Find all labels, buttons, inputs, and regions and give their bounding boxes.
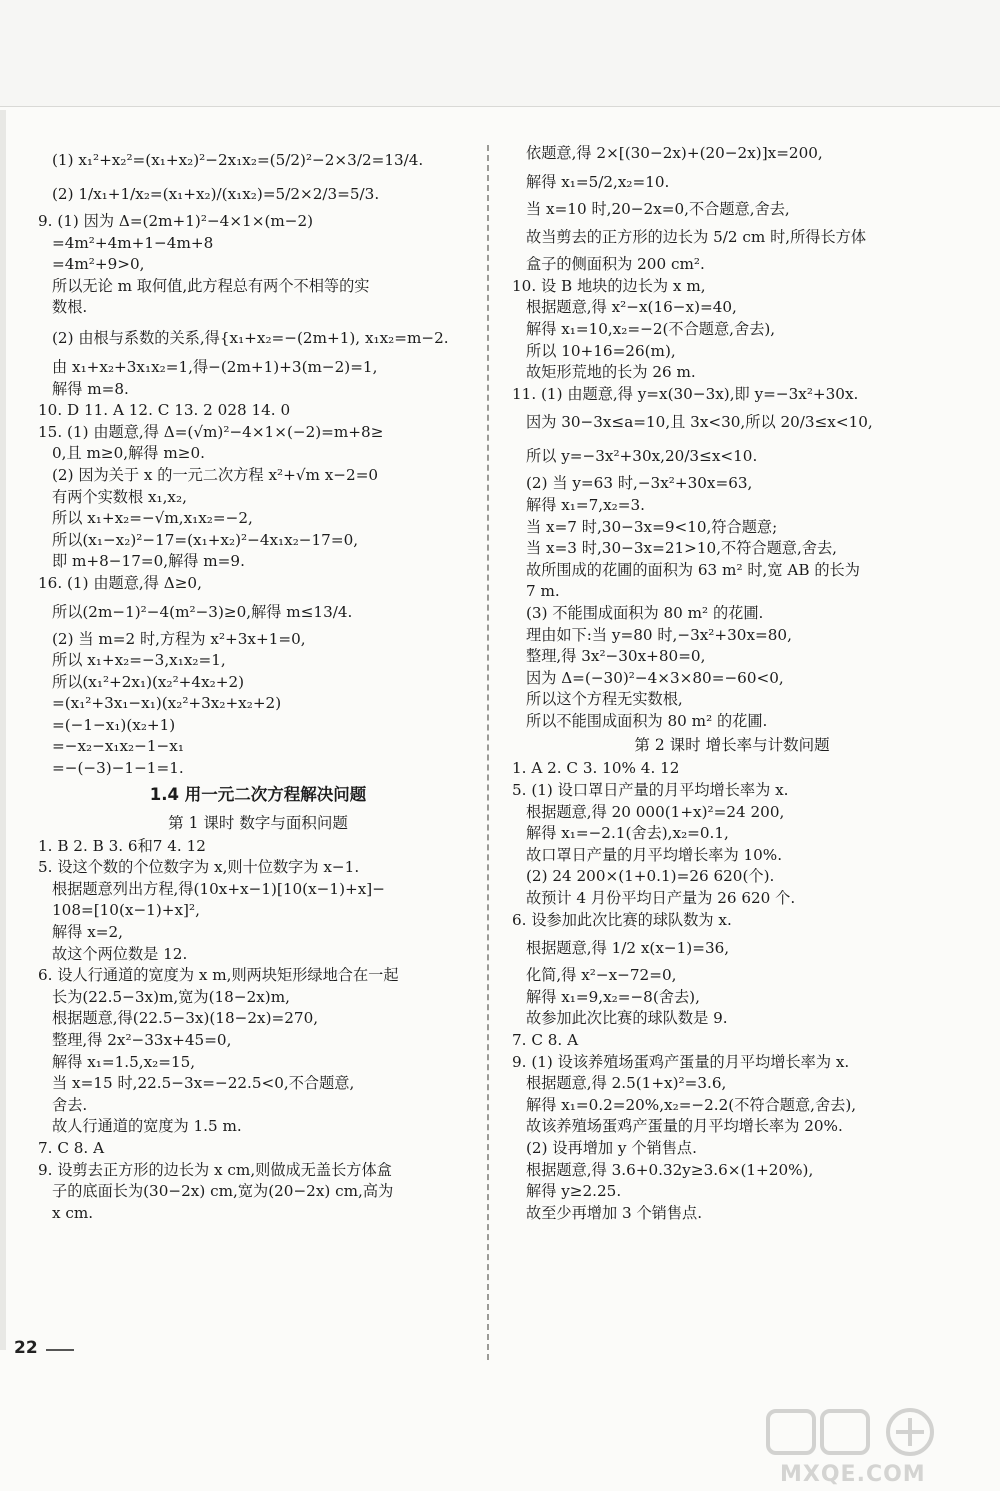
right-column-line: 第 2 课时 增长率与计数问题 [634,736,830,755]
right-column-line: 盒子的侧面积为 200 cm². [526,255,705,274]
right-column-line: 故当剪去的正方形的边长为 5/2 cm 时,所得长方体 [526,228,867,247]
left-column-line: 108=[10(x−1)+x]², [52,901,200,920]
right-column-line: 故预计 4 月份平均日产量为 26 620 个. [526,889,796,908]
left-column-line: =−x₂−x₁x₂−1−x₁ [52,737,184,756]
right-column-line: 故所围成的花圃的面积为 63 m² 时,宽 AB 的长为 [526,560,860,579]
page-number-rule [46,1349,74,1351]
left-column-line: 解得 m=8. [52,379,129,398]
right-column-line: (3) 不能围成面积为 80 m² 的花圃. [526,603,764,622]
right-column-line: 故该养殖场蛋鸡产蛋量的月平均增长率为 20%. [526,1117,843,1136]
left-column-line: x cm. [52,1203,94,1222]
top-rule [0,106,1000,107]
right-column-line: 5. (1) 设口罩日产量的月平均增长率为 x. [512,781,789,800]
column-divider [487,145,489,1360]
left-column-line: 10. D 11. A 12. C 13. 2 028 14. 0 [38,401,291,420]
right-column-line: 所以这个方程无实数根, [526,690,683,709]
left-column-line: (2) 由根与系数的关系,得{x₁+x₂=−(2m+1), x₁x₂=m−2. [52,328,449,347]
left-column-line: 9. 设剪去正方形的边长为 x cm,则做成无盖长方体盒 [38,1160,392,1179]
left-column-line: 16. (1) 由题意,得 Δ≥0, [38,573,202,592]
right-column-line: 理由如下:当 y=80 时,−3x²+30x=80, [526,625,792,644]
left-column-line: 0,且 m≥0,解得 m≥0. [52,444,205,463]
right-column-line: 解得 x₁=0.2=20%,x₂=−2.2(不符合题意,舍去), [526,1095,857,1114]
left-column-line: =−(−3)−1−1=1. [52,759,184,778]
left-column-line: 数根. [52,298,88,317]
left-column-line: 当 x=15 时,22.5−3x=−22.5<0,不合题意, [52,1074,355,1093]
left-column-line: 1.4 用一元二次方程解决问题 [149,784,367,804]
right-column-line: 当 x=3 时,30−3x=21>10,不符合题意,舍去, [526,539,837,558]
right-column-line: 7. C 8. A [512,1031,579,1049]
left-column-line: =(x₁²+3x₁−x₁)(x₂²+3x₂+x₂+2) [52,694,282,713]
right-column-line: 根据题意,得 20 000(1+x)²=24 200, [526,802,785,821]
right-column-line: 所以 10+16=26(m), [526,341,676,360]
right-column-line: (2) 设再增加 y 个销售点. [526,1138,697,1157]
right-column-line: 根据题意,得 1/2 x(x−1)=36, [526,939,730,958]
left-column-line: =(−1−x₁)(x₂+1) [52,715,176,734]
right-column-line: 根据题意,得 3.6+0.32y≥3.6×(1+20%), [526,1160,814,1179]
left-column-line: 9. (1) 因为 Δ=(2m+1)²−4×1×(m−2) [38,212,314,230]
left-column-line: (2) 1/x₁+1/x₂=(x₁+x₂)/(x₁x₂)=5/2×2/3=5/3. [52,185,380,203]
page-top-margin [0,0,1000,106]
left-column-line: 长为(22.5−3x)m,宽为(18−2x)m, [52,987,290,1006]
left-column-line: 7. C 8. A [38,1138,105,1157]
left-column-line: 第 1 课时 数字与面积问题 [168,813,348,832]
right-column-line: 根据题意,得 x²−x(16−x)=40, [526,298,737,317]
right-column-line: 解得 x₁=7,x₂=3. [526,495,645,514]
right-column-line: 当 x=10 时,20−2x=0,不合题意,舍去, [526,199,790,218]
left-column-line: 所以无论 m 取何值,此方程总有两个不相等的实 [52,276,370,295]
watermark-text: MXQE.COM [780,1462,926,1487]
left-column-line: 由 x₁+x₂+3x₁x₂=1,得−(2m+1)+3(m−2)=1, [52,357,378,376]
right-column-line: 10. 设 B 地块的边长为 x m, [512,276,706,295]
right-column-line: (2) 24 200×(1+0.1)=26 620(个). [526,867,775,886]
binding-edge [0,110,6,1350]
right-column-line: 因为 30−3x≤a=10,且 3x<30,所以 20/3≤x<10, [526,413,873,432]
right-column-line: 解得 x₁=5/2,x₂=10. [526,172,670,191]
left-column-line: 1. B 2. B 3. 6和7 4. 12 [38,836,206,855]
left-column-line: (1) x₁²+x₂²=(x₁+x₂)²−2x₁x₂=(5/2)²−2×3/2=13/4. [52,151,424,169]
right-column-line: 故矩形荒地的长为 26 m. [526,363,696,382]
right-column-line: 故参加此次比赛的球队数是 9. [526,1009,728,1028]
left-column-line: (2) 当 m=2 时,方程为 x²+3x+1=0, [52,629,306,648]
left-column [38,143,478,1224]
left-column-line: 子的底面长为(30−2x) cm,宽为(20−2x) cm,高为 [52,1182,394,1201]
left-column-line: 有两个实数根 x₁,x₂, [52,487,187,506]
left-column-line: =4m²+4m+1−4m+8 [52,233,214,252]
right-column-line: 6. 设参加此次比赛的球队数为 x. [512,910,732,929]
left-column-line: 解得 x₁=1.5,x₂=15, [52,1052,196,1071]
left-column-line: 所以(x₁−x₂)²−17=(x₁+x₂)²−4x₁x₂−17=0, [52,530,359,549]
right-column-line: 整理,得 3x²−30x+80=0, [526,647,706,666]
left-column-line: 解得 x=2, [52,923,123,942]
right-column-line: 7 m. [526,582,560,601]
left-column-line: 15. (1) 由题意,得 Δ=(√m)²−4×1×(−2)=m+8≥ [38,422,384,441]
right-column [512,143,952,1224]
right-column-line: 所以 y=−3x²+30x,20/3≤x<10. [526,447,758,466]
left-column-line: 所以(x₁²+2x₁)(x₂²+4x₂+2) [52,672,245,691]
left-column-line: 舍去. [52,1095,88,1114]
left-column-line: 6. 设人行通道的宽度为 x m,则两块矩形绿地合在一起 [38,966,399,985]
right-column-line: 根据题意,得 2.5(1+x)²=3.6, [526,1074,727,1093]
right-column-line: 1. A 2. C 3. 10% 4. 12 [512,759,680,778]
left-column-line: 即 m+8−17=0,解得 m=9. [52,552,245,571]
left-column-line: 所以(2m−1)²−4(m²−3)≥0,解得 m≤13/4. [52,602,353,621]
left-column-line: 故这个两位数是 12. [52,944,188,963]
right-column-line: 解得 x₁=−2.1(舍去),x₂=0.1, [526,824,729,843]
page-number: 22 [14,1338,38,1358]
left-column-line: 根据题意列出方程,得(10x+x−1)[10(x−1)+x]− [52,879,385,898]
left-column-line: 整理,得 2x²−33x+45=0, [52,1031,232,1049]
right-column-line: 11. (1) 由题意,得 y=x(30−3x),即 y=−3x²+30x. [512,384,859,403]
right-column-line: 解得 x₁=10,x₂=−2(不合题意,舍去), [526,319,776,338]
right-column-line: 9. (1) 设该养殖场蛋鸡产蛋量的月平均增长率为 x. [512,1052,850,1071]
left-column-line: 所以 x₁+x₂=−3,x₁x₂=1, [52,651,226,670]
right-column-line: 因为 Δ=(−30)²−4×3×80=−60<0, [526,668,784,687]
right-column-line: 故口罩日产量的月平均增长率为 10%. [526,845,783,864]
left-column-line: =4m²+9>0, [52,255,145,274]
left-column-line: 故人行通道的宽度为 1.5 m. [52,1117,242,1136]
right-column-line: 化简,得 x²−x−72=0, [526,966,677,985]
left-column-line: 根据题意,得(22.5−3x)(18−2x)=270, [52,1009,319,1028]
right-column-line: (2) 当 y=63 时,−3x²+30x=63, [526,474,753,493]
right-column-line: 依题意,得 2×[(30−2x)+(20−2x)]x=200, [526,144,823,162]
right-column-line: 故至少再增加 3 个销售点. [526,1203,703,1222]
left-column-line: 所以 x₁+x₂=−√m,x₁x₂=−2, [52,509,253,528]
right-column-line: 所以不能围成面积为 80 m² 的花圃. [526,711,768,730]
right-column-line: 解得 y≥2.25. [526,1182,622,1201]
right-column-line: 当 x=7 时,30−3x=9<10,符合题意; [526,517,778,536]
left-column-line: (2) 因为关于 x 的一元二次方程 x²+√m x−2=0 [52,465,379,484]
left-column-line: 5. 设这个数的个位数字为 x,则十位数字为 x−1. [38,858,360,877]
right-column-line: 解得 x₁=9,x₂=−8(舍去), [526,987,700,1006]
